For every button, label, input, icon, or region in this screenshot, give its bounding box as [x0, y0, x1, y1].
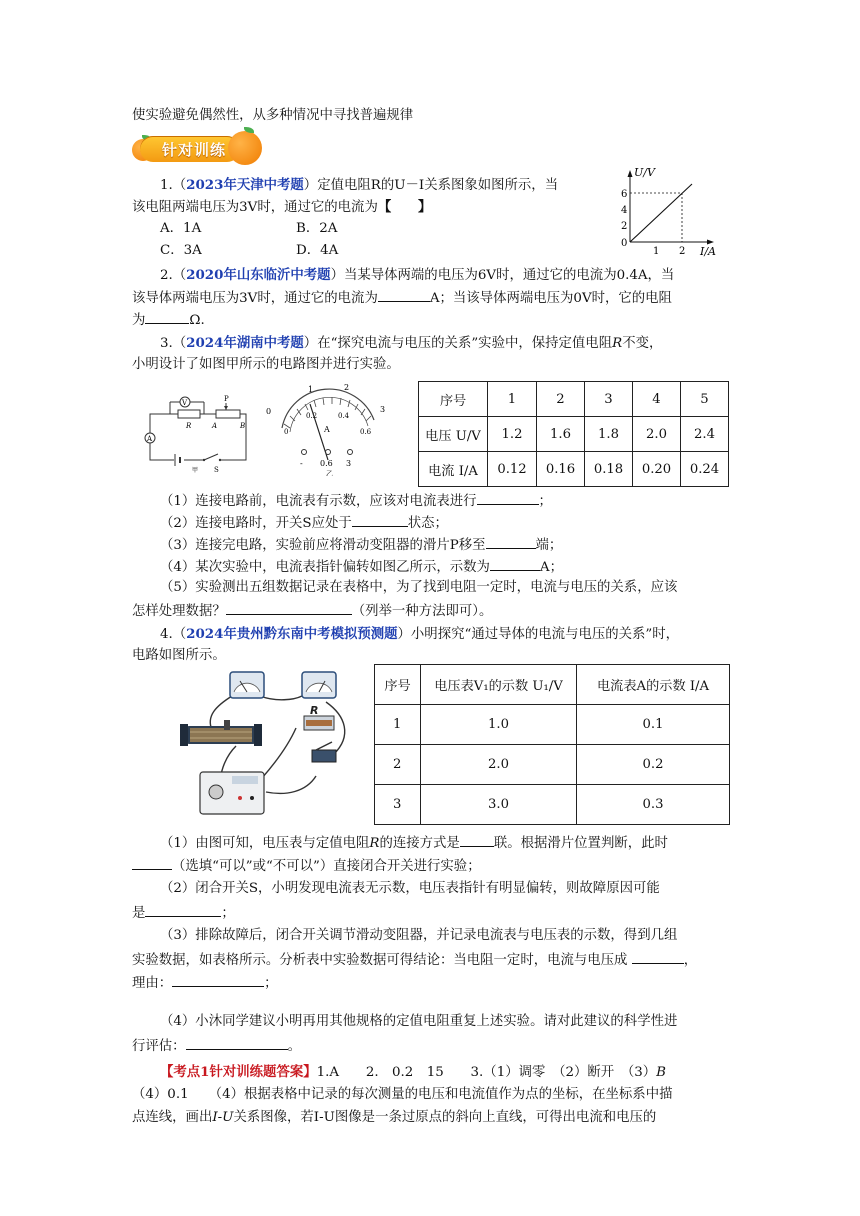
answer-blank[interactable] — [460, 832, 494, 847]
answers-label: 【考点1针对训练题答案】 — [160, 1064, 317, 1080]
q4-source: 2024年贵州黔东南中考模拟预测题 — [186, 626, 398, 642]
q1-option-b: B．2A — [296, 221, 338, 236]
svg-text:A: A — [147, 435, 153, 443]
q4-data-table: 序号 电压表V₁的示数 U₁/V 电流表A的示数 I/A 1 1.0 0.1 2 2.0 0.2 3 3.0 0.3 — [374, 664, 730, 825]
svg-text:P: P — [224, 395, 229, 403]
answers-line3: 点连线，画出I-U关系图像，若I-U图像是一条过原点的斜向上直线，可得出电流和电压的 — [132, 1110, 657, 1125]
svg-text:3: 3 — [346, 459, 352, 468]
q3-data-table: 序号 1 2 3 4 5 电压 U/V 1.2 1.6 1.8 2.0 2.4 电流 I/A 0.12 0.16 0.18 0.20 0.24 — [418, 381, 729, 487]
answer-blank[interactable] — [490, 556, 540, 571]
svg-text:甲: 甲 — [192, 467, 199, 474]
answer-blank[interactable] — [172, 972, 264, 987]
q3-sub1: （1）连接电路前，电流表有示数，应该对电流表进行 ； — [160, 490, 552, 512]
svg-text:A: A — [324, 425, 330, 434]
q4-sub3: （3）排除故障后，闭合开关调节滑动变阻器，并记录电流表与电压表的示数，得到几组 — [160, 928, 678, 943]
q4-sub2-cont: 是 ； — [132, 902, 235, 924]
svg-text:A: A — [212, 422, 218, 430]
circuit-diagram-jia — [140, 388, 258, 478]
q3-source: 2024年湖南中考题 — [186, 335, 304, 351]
q1-line1: 1.（2023年天津中考题）定值电阻R的U－I关系图象如图所示，当 — [160, 177, 559, 193]
answer-blank[interactable] — [226, 600, 352, 615]
practice-banner — [132, 131, 262, 171]
y-tick: 0 — [621, 238, 628, 249]
q4-sub1: （1）由图可知，电压表与定值电阻R的连接方式是 联。根据滑片位置判断，此时 — [160, 832, 668, 854]
q2-source: 2020年山东临沂中考题 — [186, 267, 331, 283]
svg-text:R: R — [310, 704, 319, 717]
q3-sub5-cont: 怎样处理数据？ （列举一种方法即可）。 — [132, 600, 492, 622]
continuation-line: 使实验避免偶然性，从多种情况中寻找普遍规律 — [132, 108, 414, 123]
q4-sub3-cont: 实验数据，如表格所示。分析表中实验数据可得结论：当电阻一定时，电流与电压成 ， — [132, 949, 697, 971]
q4-sub2: （2）闭合开关S，小明发现电流表无示数，电压表指针有明显偏转，则故障原因可能 — [160, 881, 660, 896]
svg-text:0: 0 — [266, 407, 272, 416]
ui-graph — [612, 160, 722, 260]
answer-blank[interactable] — [378, 287, 430, 302]
svg-text:V: V — [182, 399, 188, 407]
q2-line3: 为 Ω. — [132, 309, 205, 331]
svg-text:2: 2 — [344, 383, 350, 392]
q3-sub4: （4）某次实验中，电流表指针偏转如图乙所示，示数为 A； — [160, 556, 563, 578]
banner-title: 针对训练 — [162, 141, 227, 159]
graph-ylabel: U/V — [634, 166, 655, 179]
q2-line1: 2.（2020年山东临沂中考题）当某导体两端的电压为6V时，通过它的电流为0.4A，当 — [160, 267, 675, 283]
y-tick: 6 — [621, 189, 628, 200]
y-tick: 2 — [621, 221, 628, 232]
svg-text:S: S — [214, 466, 219, 474]
q1-option-c: C．3A — [160, 243, 202, 258]
svg-text:乙: 乙 — [326, 470, 333, 476]
svg-text:-: - — [300, 459, 303, 468]
svg-text:0.6: 0.6 — [360, 428, 372, 436]
q1-source: 2023年天津中考题 — [186, 177, 304, 193]
svg-text:R: R — [186, 422, 192, 430]
q3-line2: 小明设计了如图甲所示的电路图并进行实验。 — [132, 357, 400, 372]
svg-text:B: B — [240, 422, 246, 430]
answer-blank[interactable] — [477, 490, 539, 505]
svg-text:0.2: 0.2 — [306, 412, 318, 420]
q4-sub4: （4）小沐同学建议小明再用其他规格的定值电阻重复上述实验。请对此建议的科学性进 — [160, 1014, 678, 1029]
answer-blank[interactable] — [145, 902, 221, 917]
q3-sub3: （3）连接完电路，实验前应将滑动变阻器的滑片P移至 端； — [160, 534, 562, 556]
svg-text:1: 1 — [308, 385, 314, 394]
svg-text:0: 0 — [284, 428, 289, 436]
graph-xlabel: I/A — [700, 245, 716, 258]
q4-line1: 4.（2024年贵州黔东南中考模拟预测题）小明探究“通过导体的电流与电压的关系”时， — [160, 626, 680, 642]
answers-line2: （4）0.1 （4）根据表格中记录的每次测量的电压和电流值作为点的坐标，在坐标系中描 — [132, 1087, 673, 1102]
q4-line2: 电路如图所示。 — [132, 648, 226, 663]
x-tick: 1 — [653, 246, 660, 257]
q4-sub1-cont: （选填“可以”或“不可以”）直接闭合开关进行实验； — [132, 855, 481, 877]
answer-blank[interactable] — [632, 949, 684, 964]
svg-text:0.6: 0.6 — [320, 459, 333, 468]
q1-option-a: A．1A — [160, 221, 202, 236]
svg-text:0.4: 0.4 — [338, 412, 350, 420]
y-tick: 4 — [621, 205, 628, 216]
apparatus-photo — [176, 666, 366, 818]
q3-sub5: （5）实验测出五组数据记录在表格中，为了找到电阻一定时，电流与电压的关系，应该 — [160, 580, 678, 595]
q4-sub3-cont2: 理由： ； — [132, 972, 278, 994]
answer-blank[interactable] — [132, 855, 172, 870]
x-tick: 2 — [679, 246, 686, 257]
q3-sub2: （2）连接电路时，开关S应处于 状态； — [160, 512, 448, 534]
svg-text:3: 3 — [380, 405, 386, 414]
ammeter-yi — [264, 380, 392, 476]
answer-blank[interactable] — [486, 534, 536, 549]
answer-blank[interactable] — [352, 512, 408, 527]
answers-line1: 【考点1针对训练题答案】1.A 2. 0.2 15 3.（1）调零 （2）断开 （3）B — [160, 1064, 666, 1080]
answer-blank[interactable] — [145, 309, 189, 324]
q1-option-d: D．4A — [296, 243, 339, 258]
q1-line2: 该电阻两端电压为3V时，通过它的电流为【 】 — [132, 199, 432, 215]
q3-line1: 3.（2024年湖南中考题）在“探究电流与电压的关系”实验中，保持定值电阻R不变， — [160, 335, 663, 351]
q2-line2: 该导体两端电压为3V时，通过它的电流为 A；当该导体两端电压为0V时，它的电阻 — [132, 287, 672, 309]
orange-icon — [228, 131, 262, 165]
answer-blank[interactable] — [186, 1035, 288, 1050]
q4-sub4-cont: 行评估： 。 — [132, 1035, 301, 1057]
